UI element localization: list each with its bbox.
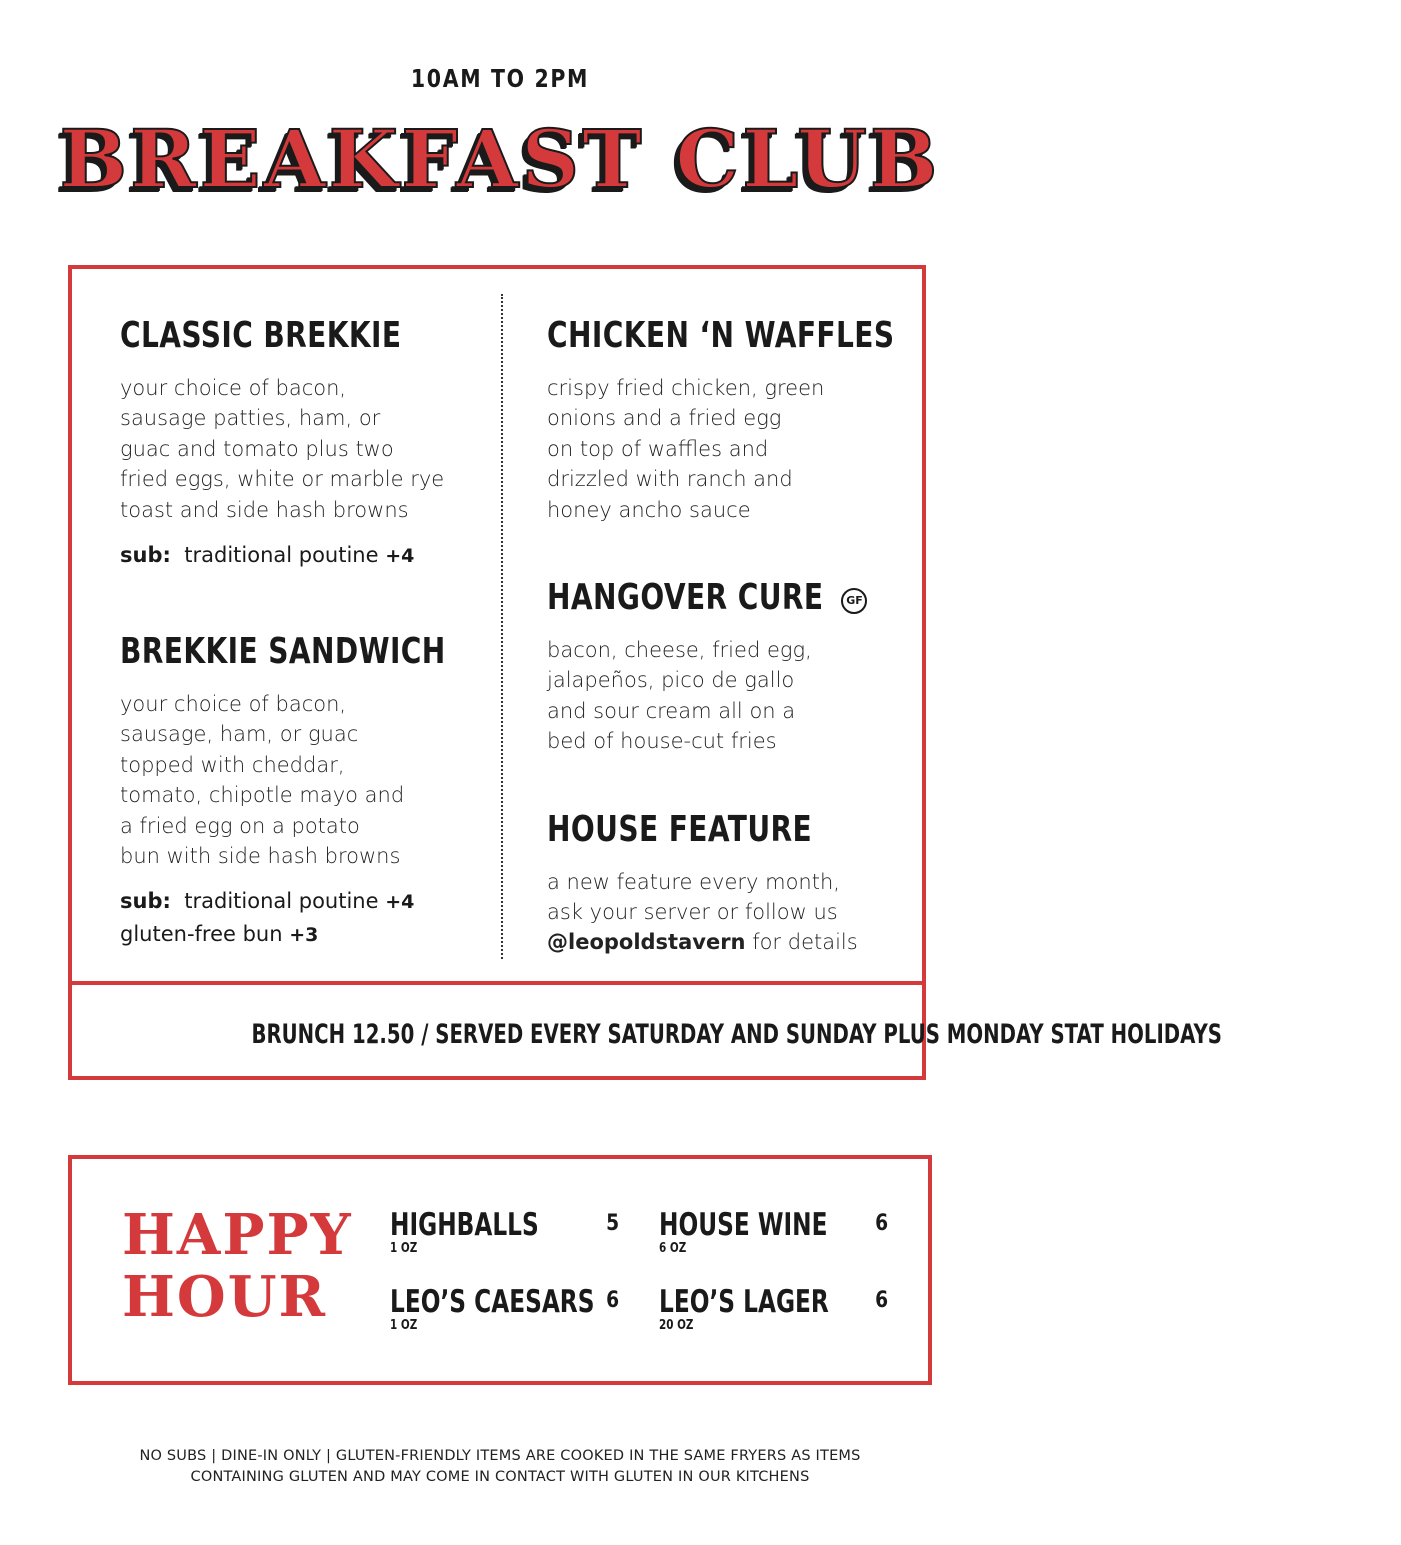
desc-line: topped with cheddar, [120,752,345,777]
sub-text: traditional poutine [184,543,379,568]
menu-item-brekkie-sandwich [120,627,480,951]
happy-hour-title-line: HAPPY [122,1202,353,1268]
desc-line [547,927,907,957]
desc-line: guac and tomato plus two [120,436,394,461]
desc-line: onions and a fried egg [547,406,782,431]
happy-hour-title-line: HOUR [122,1264,328,1330]
desc-line: sausage patties, ham, or [120,406,381,431]
sub-price: +4 [385,545,415,568]
hours-heading: 10AM TO 2PM [410,64,590,93]
desc-line: your choice of bacon, [120,376,347,400]
item-description [547,867,907,958]
desc-line: a fried egg on a potato [120,813,360,838]
sub-price: +3 [289,924,319,947]
column-divider [501,294,503,959]
desc-text: for details [745,930,858,955]
desc-line: bed of house-cut fries [547,729,777,754]
desc-line: your choice of bacon, [120,692,347,717]
drink-price: 6 [605,1288,619,1313]
drink-name: HOUSE WINE [659,1207,828,1243]
drink-price: 6 [874,1288,888,1313]
menu-title: BREAKFAST CLUB [59,112,941,206]
drink-name: HIGHBALLS [390,1207,539,1243]
drink-size: 1 OZ [390,1241,418,1256]
substitution-line [120,539,480,572]
drink-item-leos-caesars [390,1284,620,1333]
menu-item-classic-brekkie [120,311,480,572]
item-title: HOUSE FEATURE [547,808,813,850]
item-description [120,373,480,525]
drink-size: 6 OZ [659,1241,687,1256]
sub-label: sub: [120,543,171,568]
right-column [547,311,907,1006]
menu-item-chicken-waffles [547,311,907,525]
item-title-row [547,573,907,623]
desc-line: on top of waffles and [547,436,769,461]
item-title: CLASSIC BREKKIE [120,315,402,356]
drink-name: LEO’S LAGER [659,1284,829,1320]
desc-line: bacon, cheese, fried egg, [547,638,812,663]
desc-line: ask your server or follow us [547,900,838,925]
item-title: CHICKEN ‘N WAFFLES [547,315,895,356]
desc-line: a new feature every month, [547,869,840,894]
item-description [547,373,907,525]
sub-price: +4 [385,891,415,914]
item-title: BREKKIE SANDWICH [120,631,446,673]
drink-size: 1 OZ [390,1318,418,1333]
desc-line: and sour cream all on a [547,698,796,723]
desc-line: jalapeños, pico de gallo [547,668,795,693]
social-handle: @leopoldstavern [547,930,746,955]
drink-name: LEO’S CAESARS [390,1284,595,1320]
brunch-text: BRUNCH 12.50 / SERVED EVERY SATURDAY AND SUNDAY PLUS MONDAY STAT HOLIDAYS [251,1019,1222,1050]
gluten-free-icon: GF [841,588,867,614]
breakfast-menu-box [68,265,1222,1080]
item-description [120,689,480,871]
footer-disclaimer [0,1446,1000,1488]
brunch-price-bar [72,985,1222,1080]
item-description [547,635,907,757]
drink-price: 5 [605,1211,619,1236]
menu-item-hangover-cure [547,573,907,757]
substitution-line [120,885,480,918]
left-column [120,311,480,999]
drink-item-leos-lager [659,1284,889,1333]
desc-line: fried eggs, white or marble rye [120,467,445,492]
desc-line: crispy fried chicken, green [547,376,825,400]
happy-hour-box [68,1155,932,1385]
desc-line: drizzled with ranch and [547,467,793,492]
drink-price: 6 [874,1211,888,1236]
drink-size: 20 OZ [659,1318,694,1333]
footer-line: CONTAINING GLUTEN AND MAY COME IN CONTACT WITH GLUTEN IN OUR KITCHENS [190,1469,810,1485]
desc-line: tomato, chipotle mayo and [120,783,405,808]
desc-line: sausage, ham, or guac [120,722,359,747]
substitution-line-2 [120,918,480,951]
desc-line: bun with side hash browns [120,844,401,869]
footer-line: NO SUBS | DINE-IN ONLY | GLUTEN-FRIENDLY ITEMS ARE COOKED IN THE SAME FRYERS AS ITEMS [139,1448,861,1464]
drink-item-highballs [390,1207,620,1256]
sub-text: traditional poutine [184,889,379,914]
drink-item-house-wine [659,1207,889,1256]
sub-text: gluten-free bun [120,922,283,947]
desc-line: honey ancho sauce [547,497,751,522]
sub-label: sub: [120,889,171,914]
item-title: HANGOVER CURE [547,577,824,619]
menu-item-house-feature [547,805,907,958]
desc-line: toast and side hash browns [120,497,409,522]
happy-hour-title [122,1204,353,1328]
